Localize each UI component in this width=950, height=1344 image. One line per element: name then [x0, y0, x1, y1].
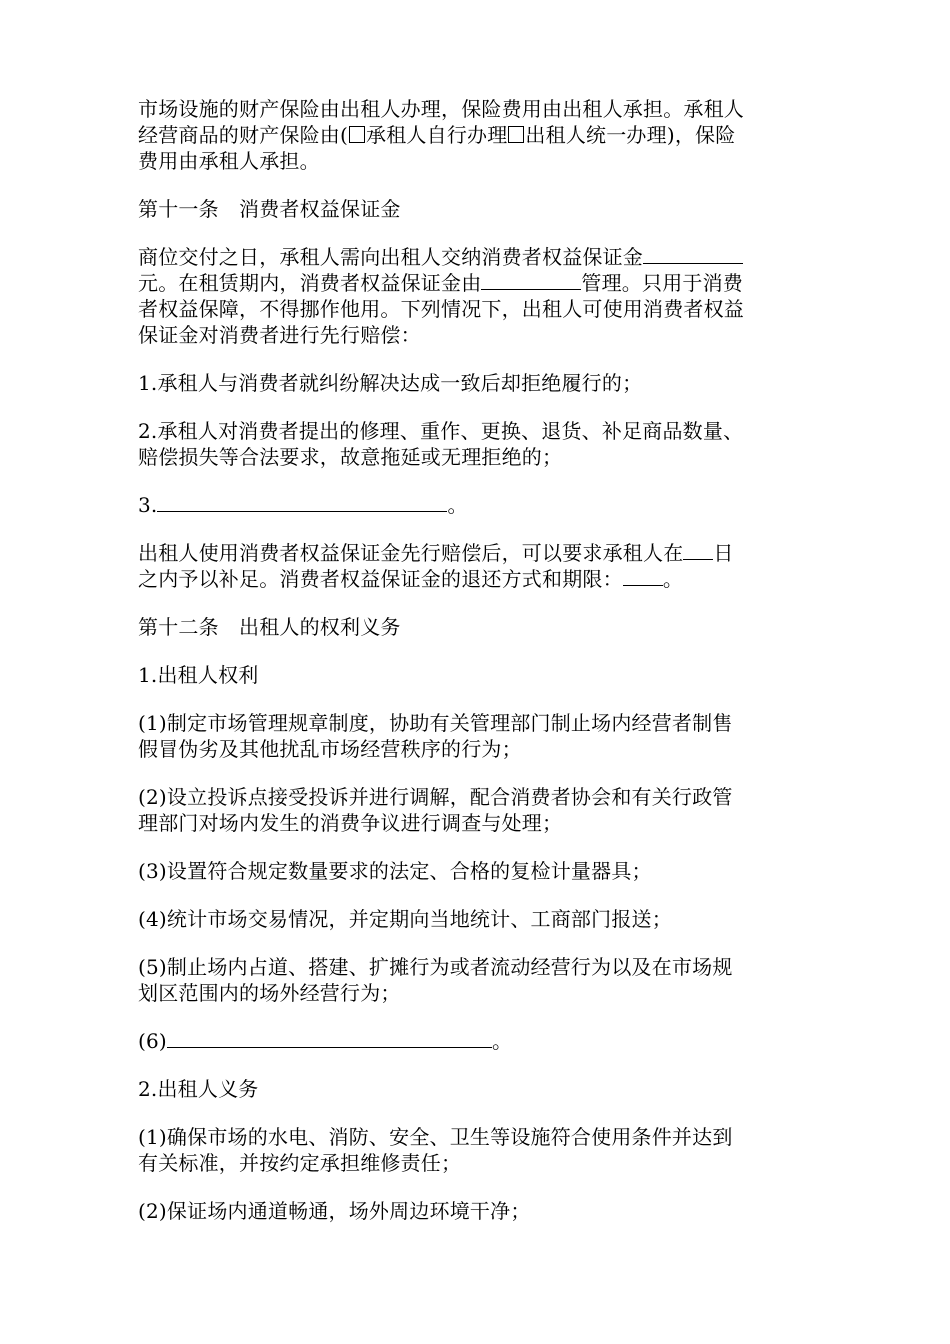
text-line: (5)制止场内占道、搭建、扩摊行为或者流动经营行为以及在市场规 — [138, 955, 733, 979]
refund-paragraph — [138, 540, 814, 592]
list-item — [138, 418, 814, 470]
rights-heading: 1.出租人权利 — [138, 663, 259, 687]
text-line: 2.承租人对消费者提出的修理、重作、更换、退货、补足商品数量、 — [138, 419, 744, 443]
text-line: 商位交付之日，承租人需向出租人交纳消费者权益保证金 — [138, 244, 814, 270]
deposit-amount-blank[interactable] — [643, 245, 743, 264]
checkbox-unified-insure[interactable] — [508, 126, 524, 143]
text-line: 之内予以补足。消费者权益保证金的退还方式和期限： 。 — [138, 567, 684, 591]
list-item: 3. 。 — [138, 493, 468, 517]
list-item: (4)统计市场交易情况，并定期向当地统计、工商部门报送； — [138, 907, 672, 931]
refund-terms-blank[interactable] — [623, 567, 663, 586]
list-item — [138, 784, 814, 836]
text-line: 费用由承租人承担。 — [138, 149, 320, 173]
text-line: (1)确保市场的水电、消防、安全、卫生等设施符合使用条件并达到 — [138, 1125, 733, 1149]
text-line: 保证金对消费者进行先行赔偿： — [138, 323, 421, 347]
duties-heading: 2.出租人义务 — [138, 1077, 259, 1101]
article-11-title: 第十一条 消费者权益保证金 — [138, 197, 401, 221]
list-item — [138, 1124, 814, 1176]
text-line: 出租人使用消费者权益保证金先行赔偿后，可以要求承租人在 日 — [138, 541, 734, 565]
list-item — [138, 954, 814, 1006]
article-12-title: 第十二条 出租人的权利义务 — [138, 615, 401, 639]
text-line: 假冒伪劣及其他扰乱市场经营秩序的行为； — [138, 737, 522, 761]
deposit-paragraph — [138, 244, 814, 348]
checkbox-self-insure[interactable] — [349, 126, 365, 143]
text-line: 市场设施的财产保险由出租人办理，保险费用由出租人承担。承租人 — [138, 97, 744, 121]
list-item: (2)保证场内通道畅通，场外周边环境干净； — [138, 1199, 531, 1223]
text-line: 理部门对场内发生的消费争议进行调查与处理； — [138, 811, 563, 835]
right-6-blank[interactable] — [167, 1029, 492, 1048]
text-line: 划区范围内的场外经营行为； — [138, 981, 401, 1005]
item-3-blank[interactable] — [157, 493, 447, 512]
text-line: (1)制定市场管理规章制度，协助有关管理部门制止场内经营者制售 — [138, 711, 733, 735]
text-line: 有关标准，并按约定承担维修责任； — [138, 1151, 462, 1175]
insurance-paragraph — [138, 96, 814, 174]
list-item — [138, 710, 814, 762]
days-blank[interactable] — [683, 541, 713, 560]
text-line: (2)设立投诉点接受投诉并进行调解，配合消费者协会和有关行政管 — [138, 785, 733, 809]
text-line: 经营商品的财产保险由( 承租人自行办理 出租人统一办理)，保险 — [138, 123, 736, 147]
document-body — [138, 96, 814, 1246]
text-line: 赔偿损失等合法要求，故意拖延或无理拒绝的； — [138, 445, 563, 469]
list-item: 1.承租人与消费者就纠纷解决达成一致后却拒绝履行的； — [138, 371, 643, 395]
deposit-manager-blank[interactable] — [481, 271, 581, 290]
text-line: 者权益保障，不得挪作他用。下列情况下，出租人可使用消费者权益 — [138, 297, 744, 321]
list-item: (6) 。 — [138, 1029, 513, 1053]
text-line: 元。在租赁期内，消费者权益保证金由 管理。只用于消费 — [138, 271, 744, 295]
list-item: (3)设置符合规定数量要求的法定、合格的复检计量器具； — [138, 859, 652, 883]
